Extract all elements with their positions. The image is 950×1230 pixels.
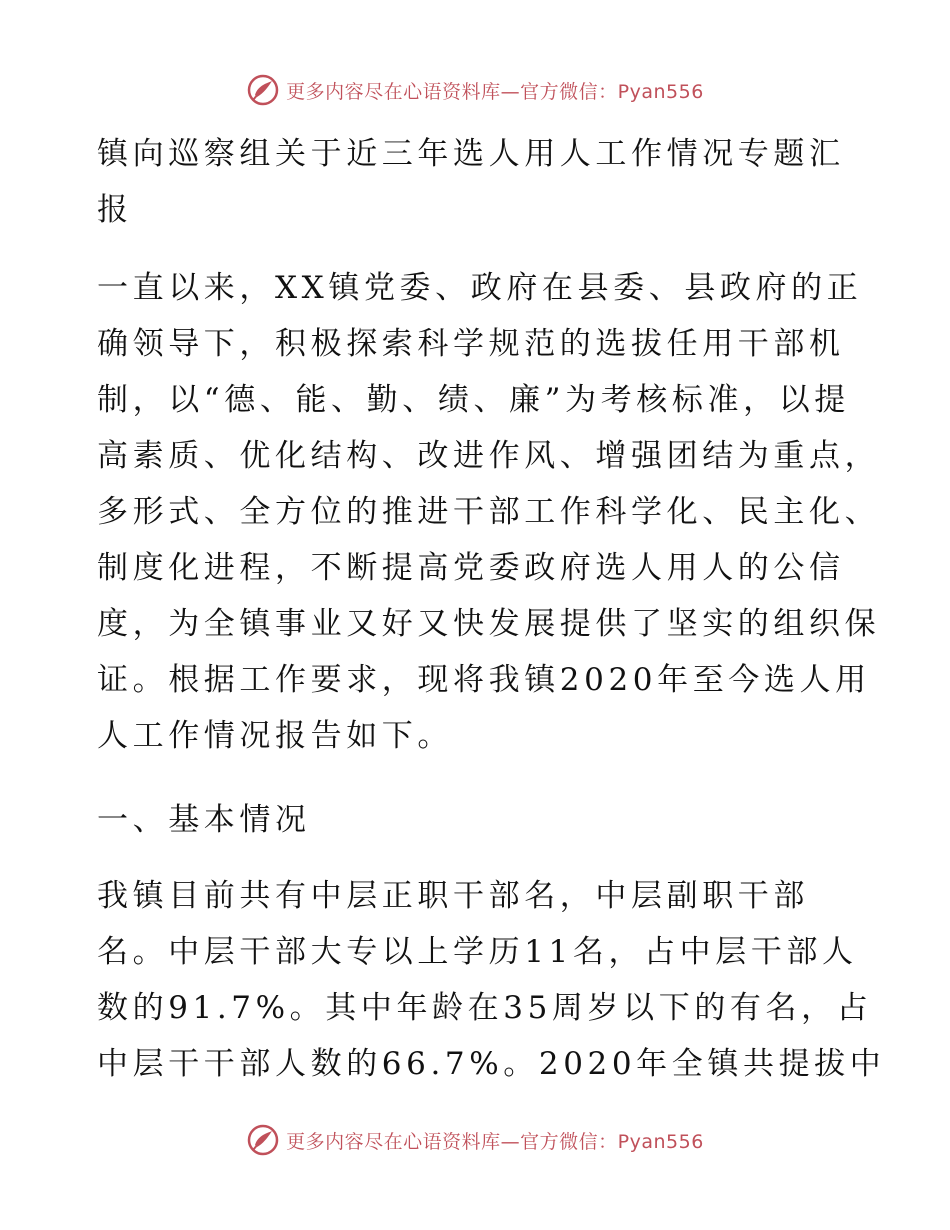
text-line: 我镇目前共有中层正职干部名，中层副职干部: [97, 878, 809, 914]
document-title: [97, 126, 845, 238]
paragraph-basic-info: [97, 868, 885, 1092]
watermark-logo-icon: [246, 1123, 280, 1157]
text-line: 制，以“德、能、勤、绩、廉”为考核标准，以提: [97, 382, 850, 418]
title-line: 镇向巡察组关于近三年选人用人工作情况专题汇: [97, 136, 845, 172]
text-line: 多形式、全方位的推进干部工作科学化、民主化、: [97, 494, 881, 530]
watermark-text: 更多内容尽在心语资料库—官方微信：Pyan556: [286, 80, 704, 103]
text-line: 证。根据工作要求，现将我镇2020年至今选人用: [97, 662, 871, 698]
text-line: 名。中层干部大专以上学历11名，占中层干部人: [97, 934, 858, 970]
text-line: 制度化进程，不断提高党委政府选人用人的公信: [97, 550, 845, 586]
text-line: 确领导下，积极探索科学规范的选拔任用干部机: [97, 326, 845, 362]
footer-watermark: [0, 1120, 950, 1160]
paragraph-intro: [97, 260, 880, 764]
text-line: 一直以来，XX镇党委、政府在县委、县政府的正: [97, 270, 863, 306]
watermark-text: 更多内容尽在心语资料库—官方微信：Pyan556: [286, 1130, 704, 1153]
header-watermark: [0, 70, 950, 110]
title-line: 报: [97, 192, 133, 228]
section-heading: 一、基本情况: [97, 802, 311, 838]
text-line: 人工作情况报告如下。: [97, 718, 453, 754]
watermark-logo-icon: [246, 73, 280, 107]
text-line: 高素质、优化结构、改进作风、增强团结为重点，: [97, 438, 881, 474]
text-line: 中层干干部人数的66.7%。2020年全镇共提拔中: [97, 1046, 886, 1082]
text-line: 数的91.7%。其中年龄在35周岁以下的有名，占: [97, 990, 873, 1026]
text-line: 度，为全镇事业又好又快发展提供了坚实的组织保: [97, 606, 881, 642]
